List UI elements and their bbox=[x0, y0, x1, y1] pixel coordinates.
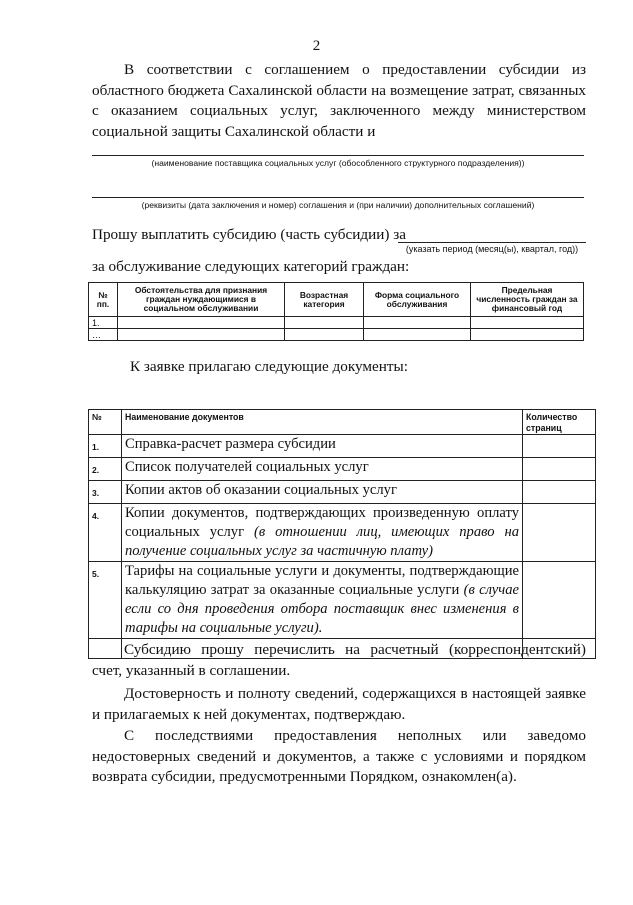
col-header-pages: Количество страниц bbox=[523, 410, 596, 435]
doc-name bbox=[122, 458, 523, 481]
row-number: 5. bbox=[89, 562, 122, 639]
doc-name bbox=[122, 562, 523, 639]
doc-text: Список получателей социальных услуг bbox=[125, 459, 369, 475]
transfer-paragraph: Субсидию прошу перечислить на расчетный (корреспондентский) счет, указанный в соглашении. bbox=[92, 641, 586, 679]
categories-line: за обслуживание следующих категорий граждан: bbox=[92, 258, 410, 275]
doc-name bbox=[122, 435, 523, 458]
table-cell[interactable] bbox=[118, 329, 285, 341]
provider-caption: (наименование поставщика социальных услуг (обособленного структурного подразделения)) bbox=[151, 158, 525, 168]
table-row bbox=[89, 504, 596, 562]
table-cell[interactable] bbox=[285, 317, 364, 329]
documents-table bbox=[88, 409, 596, 659]
pages-cell[interactable] bbox=[523, 562, 596, 639]
provider-blank-line bbox=[92, 155, 584, 156]
table-row bbox=[89, 458, 596, 481]
period-caption: (указать период (месяц(ы), квартал, год)) bbox=[405, 244, 579, 254]
request-line: Прошу выплатить субсидию (часть субсидии) за bbox=[92, 226, 406, 243]
confirm-paragraph: Достоверность и полноту сведений, содержащихся в настоящей заявке и прилагаемых к ней документах, подтверждаю. bbox=[92, 685, 586, 723]
table-row bbox=[89, 329, 584, 341]
col-header-num: № пп. bbox=[89, 283, 118, 317]
requisites-blank-line bbox=[92, 197, 584, 198]
pages-cell[interactable] bbox=[523, 481, 596, 504]
doc-text: Копии актов об оказании социальных услуг bbox=[125, 482, 397, 498]
pages-cell[interactable] bbox=[523, 504, 596, 562]
pages-cell[interactable] bbox=[523, 458, 596, 481]
table-header-row bbox=[89, 283, 584, 317]
table-cell[interactable] bbox=[118, 317, 285, 329]
row-number: 2. bbox=[89, 458, 122, 481]
requisites-caption: (реквизиты (дата заключения и номер) соглашения и (при наличии) дополнительных соглашений) bbox=[141, 200, 535, 210]
consequences-paragraph: С последствиями предоставления неполных или заведомо недостоверных сведений и документов, а также с условиями и порядком возврата субсидии, предусмотренными Порядком, ознакомлен(а). bbox=[92, 727, 586, 785]
table-cell[interactable] bbox=[471, 329, 584, 341]
categories-table bbox=[88, 282, 584, 341]
period-blank-line bbox=[398, 242, 586, 243]
doc-text: Справка-расчет размера субсидии bbox=[125, 436, 336, 452]
col-header-circumstances: Обстоятельства для признания граждан нуждающимися в социальном обслуживании bbox=[118, 283, 285, 317]
doc-note: (в отношении лиц, имеющих право на получение социальных услуг за частичную плату) bbox=[125, 524, 520, 559]
doc-text: Тарифы на социальные услуги и документы, подтверждающие калькуляцию затрат за оказанные социальные услуги bbox=[125, 563, 519, 598]
col-header-doc-name: Наименование документов bbox=[122, 410, 523, 435]
table-row bbox=[89, 562, 596, 639]
intro-paragraph: В соответствии с соглашением о предоставлении субсидии из областного бюджета Сахалинской области на возмещение затрат, связанных с оказанием социальных услуг, заключенного между министерством социальной защиты Сахалинской области и bbox=[92, 61, 586, 140]
table-cell[interactable] bbox=[471, 317, 584, 329]
row-number: … bbox=[89, 329, 118, 341]
col-header-age: Возрастная категория bbox=[285, 283, 364, 317]
table-cell[interactable] bbox=[285, 329, 364, 341]
table-row bbox=[89, 317, 584, 329]
doc-note: (в случае если со дня проведения отбора поставщик внес изменения в тарифы на социальные услуги). bbox=[125, 582, 519, 636]
doc-name bbox=[122, 504, 523, 562]
row-number: 4. bbox=[89, 504, 122, 562]
table-cell[interactable] bbox=[364, 317, 471, 329]
table-header-row bbox=[89, 410, 596, 435]
col-header-form: Форма социального обслуживания bbox=[364, 283, 471, 317]
table-row bbox=[89, 481, 596, 504]
table-cell[interactable] bbox=[364, 329, 471, 341]
attach-line: К заявке прилагаю следующие документы: bbox=[130, 358, 408, 375]
doc-text: Копии документов, подтверждающих произведенную оплату социальных услуг bbox=[125, 505, 519, 540]
row-number: 3. bbox=[89, 481, 122, 504]
row-number: 1. bbox=[89, 435, 122, 458]
table-row bbox=[89, 435, 596, 458]
page-number: 2 bbox=[312, 38, 321, 54]
pages-cell[interactable] bbox=[523, 435, 596, 458]
col-header-limit: Предельная численность граждан за финансовый год bbox=[471, 283, 584, 317]
doc-name bbox=[122, 481, 523, 504]
row-number: 1. bbox=[89, 317, 118, 329]
col-header-num: № bbox=[89, 410, 122, 435]
